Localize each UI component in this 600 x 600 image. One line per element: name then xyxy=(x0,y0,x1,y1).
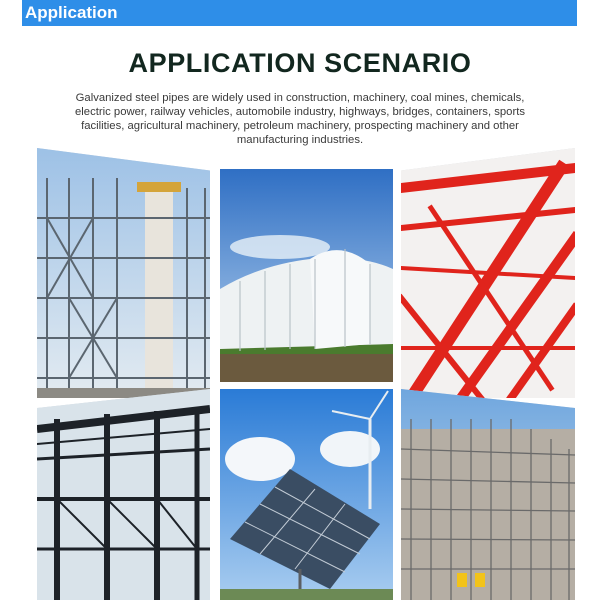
section-header-bar xyxy=(22,0,577,26)
photo-scaffolding-column xyxy=(37,148,210,398)
photo-greenhouse xyxy=(220,169,393,382)
photo-steel-frame-building xyxy=(37,389,210,600)
photo-solar-panels xyxy=(220,389,393,600)
description-text: Galvanized steel pipes are widely used in construction, machinery, coal mines, chemicals, electric power, railway vehicles, automobile industry, highways, bridges, containers, sports facilities, agricultural machinery, petroleum machinery, prospecting machinery and other manufacturing industries. xyxy=(75,92,525,146)
photo-building-scaffolding xyxy=(401,389,575,600)
photo-red-steel-structure xyxy=(401,148,575,398)
page-title: APPLICATION SCENARIO xyxy=(128,48,472,78)
section-header-label: Application xyxy=(25,3,118,22)
